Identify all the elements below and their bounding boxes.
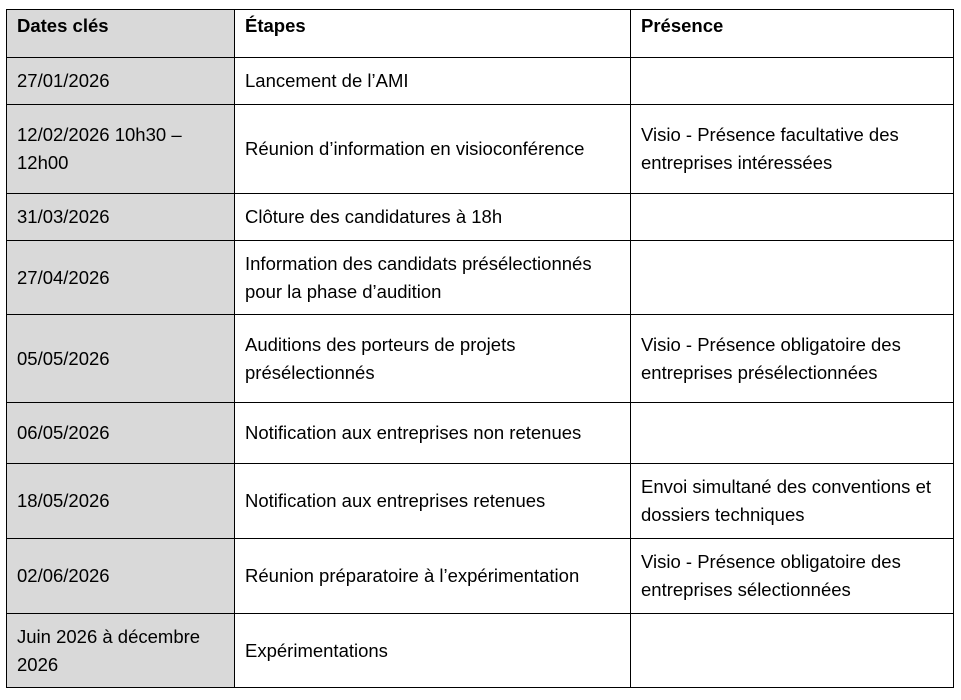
date-cell: 27/01/2026 (7, 58, 235, 105)
presence-cell (631, 403, 954, 464)
step-cell: Notification aux entreprises retenues (235, 464, 631, 539)
step-cell: Réunion préparatoire à l’expérimentation (235, 539, 631, 614)
presence-cell (631, 614, 954, 688)
date-cell: 05/05/2026 (7, 315, 235, 403)
step-cell: Expérimentations (235, 614, 631, 688)
table-row (7, 194, 954, 241)
table-row (7, 464, 954, 539)
date-cell: Juin 2026 à décembre 2026 (7, 614, 235, 688)
table-row (7, 105, 954, 194)
table-row (7, 315, 954, 403)
step-cell: Clôture des candidatures à 18h (235, 194, 631, 241)
table-row (7, 58, 954, 105)
presence-cell (631, 241, 954, 315)
header-presence: Présence (631, 10, 954, 58)
presence-cell: Visio - Présence facultative des entreprises intéressées (631, 105, 954, 194)
date-cell: 31/03/2026 (7, 194, 235, 241)
table-row (7, 539, 954, 614)
table-header-row (7, 10, 954, 58)
step-cell: Réunion d’information en visioconférence (235, 105, 631, 194)
presence-cell: Envoi simultané des conventions et dossiers techniques (631, 464, 954, 539)
date-cell: 27/04/2026 (7, 241, 235, 315)
presence-cell: Visio - Présence obligatoire des entreprises présélectionnées (631, 315, 954, 403)
date-cell: 06/05/2026 (7, 403, 235, 464)
header-steps: Étapes (235, 10, 631, 58)
step-cell: Lancement de l’AMI (235, 58, 631, 105)
schedule-table (6, 9, 954, 688)
step-cell: Notification aux entreprises non retenues (235, 403, 631, 464)
presence-cell: Visio - Présence obligatoire des entreprises sélectionnées (631, 539, 954, 614)
date-cell: 02/06/2026 (7, 539, 235, 614)
presence-cell (631, 58, 954, 105)
date-cell: 18/05/2026 (7, 464, 235, 539)
table-row (7, 614, 954, 688)
table-row (7, 403, 954, 464)
presence-cell (631, 194, 954, 241)
date-cell: 12/02/2026 10h30 – 12h00 (7, 105, 235, 194)
table-row (7, 241, 954, 315)
step-cell: Auditions des porteurs de projets présélectionnés (235, 315, 631, 403)
header-dates: Dates clés (7, 10, 235, 58)
step-cell: Information des candidats présélectionnés pour la phase d’audition (235, 241, 631, 315)
